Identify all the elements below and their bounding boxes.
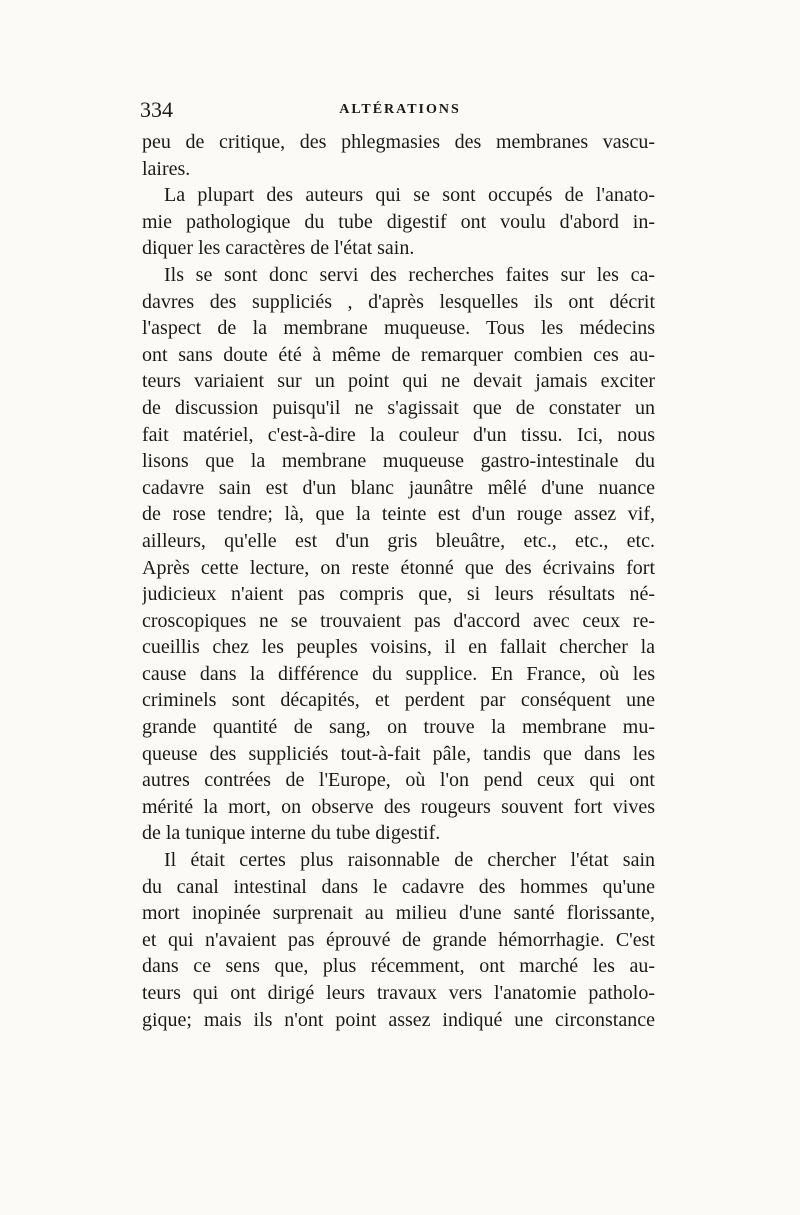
text-line: Ils se sont donc servi des recherches faites sur les ca-	[164, 263, 655, 286]
running-title: ALTÉRATIONS	[339, 102, 461, 117]
text-line: et qui n'avaient pas éprouvé de grande hémorrhagie. C'est	[142, 928, 655, 951]
text-line: peu de critique, des phlegmasies des membranes vascu-	[142, 131, 655, 153]
text-line: fait matériel, c'est-à-dire la couleur d'un tissu. Ici, nous	[142, 423, 655, 446]
text-line: croscopiques ne se trouvaient pas d'accord avec ceux re-	[142, 609, 655, 632]
page-number: 334	[140, 97, 173, 122]
text-line: judicieux n'aient pas compris que, si leurs résultats né-	[142, 583, 655, 606]
text-line: dans ce sens que, plus récemment, ont marché les au-	[142, 955, 655, 978]
text-line: laires.	[142, 157, 191, 180]
text-line: lisons que la membrane muqueuse gastro-intestinale du	[142, 450, 655, 473]
text-line: queuse des suppliciés tout-à-fait pâle, tandis que dans les	[142, 742, 655, 765]
text-line: teurs qui ont dirigé leurs travaux vers l'anatomie patholo-	[142, 982, 655, 1004]
text-line: de rose tendre; là, que la teinte est d'un rouge assez vif,	[142, 503, 655, 526]
text-line: teurs variaient sur un point qui ne devait jamais exciter	[142, 370, 655, 393]
text-line: diquer les caractères de l'état sain.	[142, 237, 415, 260]
body-text	[142, 129, 655, 1033]
text-line: Après cette lecture, on reste étonné que des écrivains fort	[142, 556, 655, 579]
text-line: ont sans doute été à même de remarquer combien ces au-	[142, 343, 655, 366]
text-line: ailleurs, qu'elle est d'un gris bleuâtre, etc., etc., etc.	[142, 529, 655, 552]
text-line: La plupart des auteurs qui se sont occupés de l'anato-	[164, 184, 655, 207]
text-line: gique; mais ils n'ont point assez indiqué une circonstance	[142, 1008, 655, 1031]
text-line: cueillis chez les peuples voisins, il en fallait chercher la	[142, 636, 655, 659]
text-line: Il était certes plus raisonnable de chercher l'état sain	[164, 849, 655, 872]
text-line: mérité la mort, on observe des rougeurs souvent fort vives	[142, 795, 655, 818]
text-line: de discussion puisqu'il ne s'agissait que de constater un	[142, 396, 655, 419]
text-line: du canal intestinal dans le cadavre des hommes qu'une	[142, 875, 655, 898]
text-line: criminels sont décapités, et perdent par conséquent une	[142, 689, 655, 712]
text-line: mort inopinée surprenait au milieu d'une santé florissante,	[142, 902, 655, 925]
running-head	[140, 98, 660, 122]
text-line: mie pathologique du tube digestif ont voulu d'abord in-	[142, 210, 655, 233]
text-line: de la tunique interne du tube digestif.	[142, 822, 441, 845]
text-line: l'aspect de la membrane muqueuse. Tous les médecins	[142, 317, 655, 340]
text-line: autres contrées de l'Europe, où l'on pend ceux qui ont	[142, 769, 655, 792]
text-line: cadavre sain est d'un blanc jaunâtre mêlé d'une nuance	[142, 476, 655, 499]
text-line: davres des suppliciés , d'après lesquelles ils ont décrit	[142, 290, 655, 313]
text-line: cause dans la différence du supplice. En France, où les	[142, 662, 655, 685]
text-line: grande quantité de sang, on trouve la membrane mu-	[142, 716, 655, 739]
